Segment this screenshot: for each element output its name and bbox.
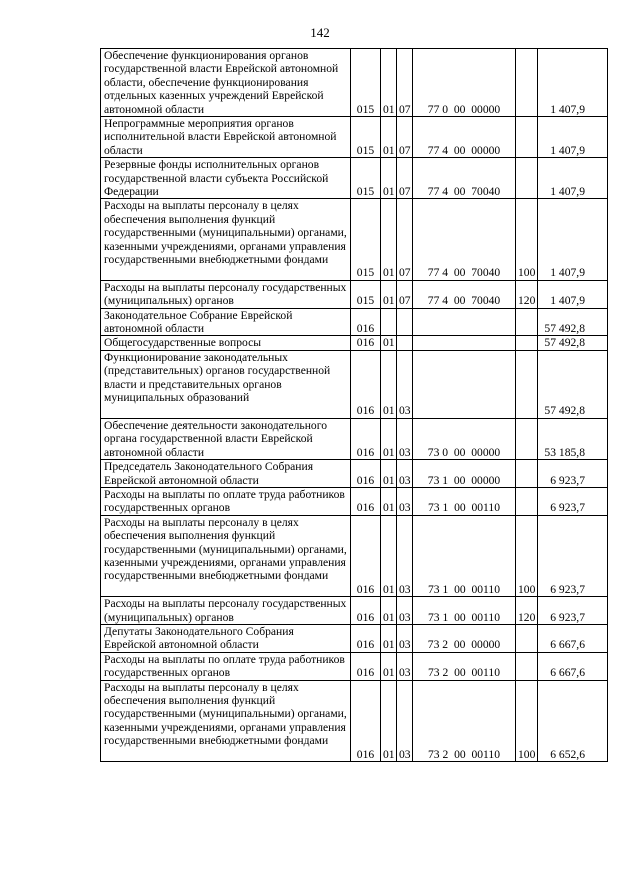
row-csr-cell: [413, 487, 516, 515]
row-csr-cell: [413, 49, 516, 117]
row-ved-cell: [351, 597, 381, 625]
row-name-text: Обеспечение деятельности законодательного органа государственной власти Еврейской автономной области: [104, 418, 327, 459]
row-sum-text: 57 492,8: [544, 336, 585, 350]
row-rz-cell: [381, 117, 397, 158]
row-rz-cell: [381, 308, 397, 336]
row-rz-text: 01: [383, 501, 395, 515]
row-pr-text: 07: [399, 143, 411, 157]
row-rz-text: 01: [383, 143, 395, 157]
row-pr-cell: [397, 680, 413, 761]
row-csr-text: 73 1 00 00000: [427, 473, 501, 487]
row-pr-cell: [397, 336, 413, 350]
row-rz-text: 01: [383, 404, 395, 418]
row-name-text: Депутаты Законодательного Собрания Еврейской автономной области: [104, 624, 294, 652]
row-ved-text: 016: [356, 747, 375, 761]
row-sum-text: 6 667,6: [550, 638, 585, 652]
row-ved-cell: [351, 652, 381, 680]
row-csr-cell: [413, 350, 516, 418]
row-sum-text: 1 407,9: [550, 266, 585, 280]
row-csr-text: 73 1 00 00110: [427, 610, 501, 624]
row-sum-text: 53 185,8: [544, 445, 585, 459]
row-vr-cell: [516, 117, 538, 158]
row-rz-cell: [381, 418, 397, 459]
row-name-cell: [101, 350, 351, 418]
row-name-cell: [101, 680, 351, 761]
table-row: [101, 460, 608, 488]
row-sum-text: 6 652,6: [550, 747, 585, 761]
row-sum-cell: [538, 680, 608, 761]
row-csr-text: 73 2 00 00000: [427, 638, 501, 652]
row-ved-text: 015: [356, 143, 375, 157]
row-vr-cell: [516, 680, 538, 761]
row-csr-cell: [413, 460, 516, 488]
row-csr-cell: [413, 597, 516, 625]
row-vr-cell: [516, 336, 538, 350]
row-pr-text: 03: [399, 638, 411, 652]
row-ved-cell: [351, 460, 381, 488]
row-sum-cell: [538, 624, 608, 652]
row-name-text: Расходы на выплаты по оплате труда работников государственных органов: [104, 652, 345, 680]
row-pr-text: 03: [399, 501, 411, 515]
row-vr-cell: [516, 597, 538, 625]
row-name-text: Обеспечение функционирования органов государственной власти Еврейской автономной области, обеспечение функционирования отдельных казенных учреждений Еврейской автономной области: [104, 49, 339, 116]
row-sum-cell: [538, 199, 608, 280]
row-csr-text: 73 0 00 00000: [427, 445, 501, 459]
row-csr-text: 77 0 00 00000: [427, 102, 501, 116]
row-pr-cell: [397, 308, 413, 336]
row-name-cell: [101, 597, 351, 625]
row-rz-text: 01: [383, 294, 395, 308]
row-ved-cell: [351, 280, 381, 308]
row-ved-cell: [351, 308, 381, 336]
row-sum-text: 1 407,9: [550, 102, 585, 116]
row-csr-cell: [413, 418, 516, 459]
row-sum-text: 1 407,9: [550, 185, 585, 199]
row-sum-cell: [538, 597, 608, 625]
row-rz-cell: [381, 597, 397, 625]
row-csr-cell: [413, 280, 516, 308]
row-name-cell: [101, 652, 351, 680]
row-pr-text: 03: [399, 747, 411, 761]
row-ved-text: 016: [356, 582, 375, 596]
row-pr-text: 03: [399, 445, 411, 459]
row-pr-cell: [397, 158, 413, 199]
row-vr-cell: [516, 158, 538, 199]
row-pr-cell: [397, 515, 413, 596]
table-row: [101, 624, 608, 652]
row-name-cell: [101, 460, 351, 488]
row-ved-cell: [351, 515, 381, 596]
row-pr-text: 03: [399, 610, 411, 624]
row-vr-text: 100: [518, 266, 536, 280]
row-csr-cell: [413, 515, 516, 596]
row-sum-text: 6 923,7: [550, 610, 585, 624]
row-name-cell: [101, 487, 351, 515]
table-row: [101, 652, 608, 680]
row-rz-cell: [381, 515, 397, 596]
row-ved-text: 016: [356, 404, 375, 418]
row-rz-text: 01: [383, 185, 395, 199]
row-name-cell: [101, 49, 351, 117]
row-pr-cell: [397, 49, 413, 117]
row-csr-text: 73 1 00 00110: [427, 501, 501, 515]
row-name-cell: [101, 308, 351, 336]
row-sum-cell: [538, 117, 608, 158]
row-name-text: Законодательное Собрание Еврейской автономной области: [104, 308, 293, 336]
table-row: [101, 308, 608, 336]
row-name-text: Расходы на выплаты по оплате труда работников государственных органов: [104, 487, 345, 515]
row-ved-cell: [351, 350, 381, 418]
row-csr-cell: [413, 117, 516, 158]
row-name-cell: [101, 515, 351, 596]
row-ved-text: 016: [356, 501, 375, 515]
row-pr-text: 07: [399, 294, 411, 308]
row-pr-text: 07: [399, 185, 411, 199]
row-ved-cell: [351, 336, 381, 350]
row-pr-cell: [397, 597, 413, 625]
row-name-text: Расходы на выплаты персоналу в целях обеспечения выполнения функций государственными (муниципальными) органами, казенными учреждениями, органами управления государственными внебюджетными фондами: [104, 680, 347, 748]
row-ved-text: 016: [356, 445, 375, 459]
row-rz-text: 01: [383, 747, 395, 761]
row-vr-cell: [516, 624, 538, 652]
row-rz-cell: [381, 158, 397, 199]
row-sum-text: 1 407,9: [550, 294, 585, 308]
row-csr-text: 73 1 00 00110: [427, 582, 501, 596]
table-row: [101, 597, 608, 625]
row-vr-cell: [516, 308, 538, 336]
row-sum-cell: [538, 418, 608, 459]
table-row: [101, 280, 608, 308]
row-pr-cell: [397, 199, 413, 280]
row-rz-text: 01: [383, 266, 395, 280]
row-csr-text: 77 4 00 70040: [427, 294, 501, 308]
row-csr-cell: [413, 158, 516, 199]
table-row: [101, 117, 608, 158]
row-rz-text: 01: [383, 638, 395, 652]
row-name-text: Функционирование законодательных (представительных) органов государственной власти и представительных органов муниципальных образований: [104, 350, 331, 405]
row-csr-text: 73 2 00 00110: [427, 666, 501, 680]
row-sum-text: 6 923,7: [550, 473, 585, 487]
row-sum-cell: [538, 487, 608, 515]
row-sum-text: 57 492,8: [544, 322, 585, 336]
table-row: [101, 49, 608, 117]
row-vr-text: 120: [518, 294, 536, 308]
row-vr-cell: [516, 49, 538, 117]
row-vr-cell: [516, 487, 538, 515]
row-ved-text: 016: [356, 336, 375, 350]
row-csr-cell: [413, 680, 516, 761]
row-name-text: Непрограммные мероприятия органов исполнительной власти Еврейской автономной области: [104, 117, 337, 157]
row-sum-cell: [538, 652, 608, 680]
row-sum-text: 6 667,6: [550, 666, 585, 680]
row-ved-text: 016: [356, 473, 375, 487]
row-vr-cell: [516, 199, 538, 280]
row-sum-text: 6 923,7: [550, 582, 585, 596]
row-csr-cell: [413, 624, 516, 652]
row-vr-text: 100: [518, 747, 536, 761]
row-name-text: Председатель Законодательного Собрания Еврейской автономной области: [104, 460, 314, 487]
row-rz-cell: [381, 652, 397, 680]
row-sum-cell: [538, 460, 608, 488]
row-pr-cell: [397, 460, 413, 488]
row-rz-cell: [381, 350, 397, 418]
table-row: [101, 680, 608, 761]
row-rz-cell: [381, 49, 397, 117]
row-name-cell: [101, 117, 351, 158]
row-ved-cell: [351, 199, 381, 280]
row-rz-cell: [381, 680, 397, 761]
row-rz-cell: [381, 199, 397, 280]
table-row: [101, 487, 608, 515]
row-vr-cell: [516, 350, 538, 418]
row-pr-cell: [397, 117, 413, 158]
row-vr-cell: [516, 460, 538, 488]
row-pr-cell: [397, 624, 413, 652]
row-rz-text: 01: [383, 666, 395, 680]
row-ved-text: 016: [356, 666, 375, 680]
table-row: [101, 418, 608, 459]
row-rz-cell: [381, 460, 397, 488]
row-sum-text: 6 923,7: [550, 501, 585, 515]
row-rz-text: 01: [383, 445, 395, 459]
row-csr-cell: [413, 308, 516, 336]
row-pr-cell: [397, 487, 413, 515]
row-name-cell: [101, 336, 351, 350]
row-pr-text: 07: [399, 266, 411, 280]
row-vr-cell: [516, 652, 538, 680]
row-ved-text: 015: [356, 294, 375, 308]
row-sum-text: 57 492,8: [544, 404, 585, 418]
row-name-text: Резервные фонды исполнительных органов государственной власти субъекта Российской Федерации: [104, 158, 329, 199]
row-rz-text: 01: [383, 610, 395, 624]
row-ved-text: 015: [356, 102, 375, 116]
table-row: [101, 336, 608, 350]
row-ved-cell: [351, 117, 381, 158]
row-csr-text: 77 4 00 00000: [427, 143, 501, 157]
row-name-cell: [101, 418, 351, 459]
row-name-text: Расходы на выплаты персоналу государственных (муниципальных) органов: [104, 280, 347, 308]
row-rz-cell: [381, 280, 397, 308]
row-rz-cell: [381, 487, 397, 515]
row-sum-cell: [538, 308, 608, 336]
row-name-text: Расходы на выплаты персоналу в целях обеспечения выполнения функций государственными (муниципальными) органами, казенными учреждениями, органами управления государственными внебюджетными фондами: [104, 199, 347, 267]
row-sum-cell: [538, 515, 608, 596]
table-row: [101, 158, 608, 199]
row-rz-text: 01: [383, 102, 395, 116]
row-rz-cell: [381, 336, 397, 350]
row-ved-text: 015: [356, 266, 375, 280]
table-row: [101, 515, 608, 596]
row-ved-cell: [351, 487, 381, 515]
row-ved-cell: [351, 49, 381, 117]
row-sum-cell: [538, 49, 608, 117]
row-ved-cell: [351, 624, 381, 652]
table-row: [101, 350, 608, 418]
table-row: [101, 199, 608, 280]
row-pr-cell: [397, 350, 413, 418]
row-name-cell: [101, 624, 351, 652]
row-pr-cell: [397, 652, 413, 680]
row-rz-cell: [381, 624, 397, 652]
row-ved-text: 016: [356, 638, 375, 652]
row-ved-cell: [351, 680, 381, 761]
row-csr-cell: [413, 652, 516, 680]
page-number: 142: [310, 25, 330, 40]
row-name-text: Общегосударственные вопросы: [104, 336, 262, 350]
row-rz-text: 01: [383, 473, 395, 487]
row-name-text: Расходы на выплаты персоналу государственных (муниципальных) органов: [104, 597, 347, 624]
budget-table: [100, 48, 608, 762]
row-csr-text: 73 2 00 00110: [427, 747, 501, 761]
row-ved-cell: [351, 418, 381, 459]
row-name-cell: [101, 199, 351, 280]
row-sum-cell: [538, 350, 608, 418]
row-sum-cell: [538, 158, 608, 199]
row-csr-text: 77 4 00 70040: [427, 266, 501, 280]
row-vr-cell: [516, 280, 538, 308]
row-pr-cell: [397, 280, 413, 308]
row-pr-text: 03: [399, 666, 411, 680]
row-rz-text: 01: [383, 336, 395, 350]
row-vr-text: 100: [518, 582, 536, 596]
row-ved-text: 016: [356, 610, 375, 624]
row-sum-cell: [538, 280, 608, 308]
row-pr-text: 03: [399, 582, 411, 596]
row-csr-cell: [413, 199, 516, 280]
row-sum-text: 1 407,9: [550, 143, 585, 157]
row-vr-cell: [516, 418, 538, 459]
row-sum-cell: [538, 336, 608, 350]
row-ved-text: 016: [356, 322, 375, 336]
row-csr-cell: [413, 336, 516, 350]
row-pr-text: 07: [399, 102, 411, 116]
row-ved-text: 015: [356, 185, 375, 199]
row-vr-text: 120: [518, 610, 536, 624]
row-vr-cell: [516, 515, 538, 596]
row-ved-cell: [351, 158, 381, 199]
row-csr-text: 77 4 00 70040: [427, 185, 501, 199]
row-pr-text: 03: [399, 473, 411, 487]
row-pr-cell: [397, 418, 413, 459]
row-rz-text: 01: [383, 582, 395, 596]
row-name-text: Расходы на выплаты персоналу в целях обеспечения выполнения функций государственными (муниципальными) органами, казенными учреждениями, органами управления государственными внебюджетными фондами: [104, 515, 347, 583]
row-name-cell: [101, 158, 351, 199]
row-name-cell: [101, 280, 351, 308]
row-pr-text: 03: [399, 404, 411, 418]
